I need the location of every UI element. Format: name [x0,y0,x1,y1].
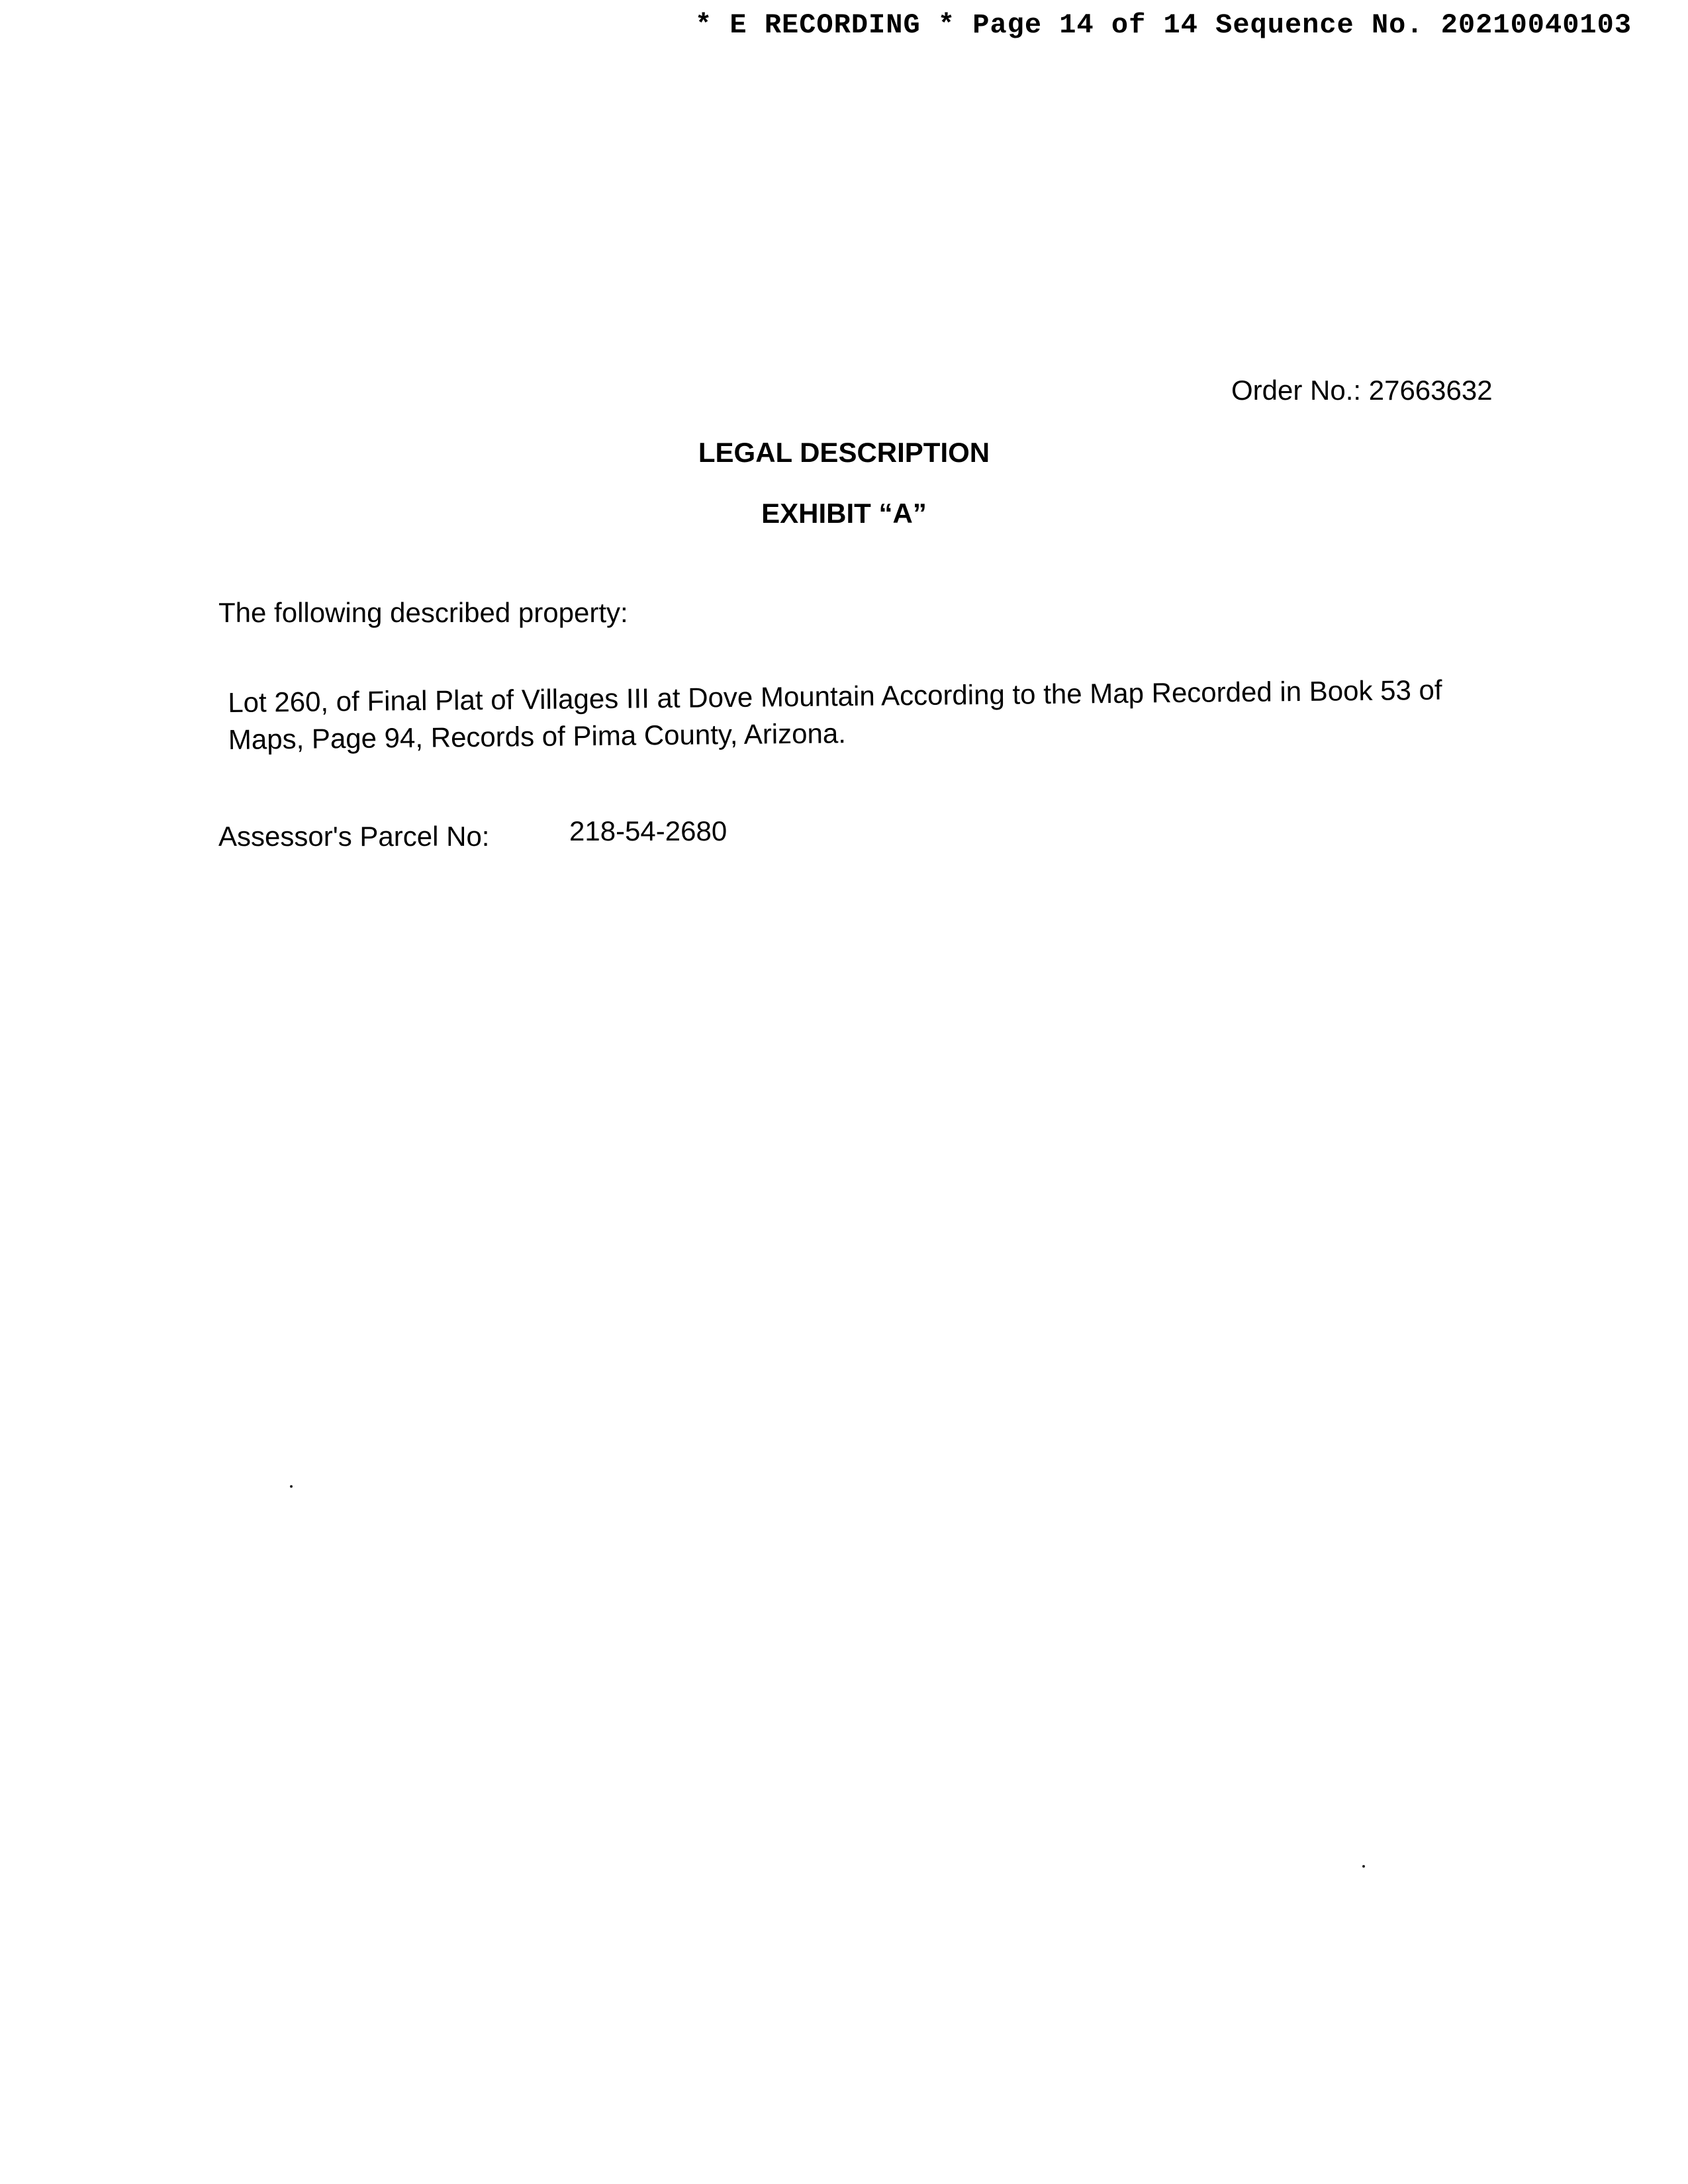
exhibit-heading: EXHIBIT “A” [761,498,927,529]
order-number-value: 27663632 [1368,375,1493,406]
legal-description-heading: LEGAL DESCRIPTION [698,437,990,468]
legal-description-line-2: Maps, Page 94, Records of Pima County, Arizona. [228,717,847,755]
recording-header: * E RECORDING * Page 14 of 14 Sequence No. 20210040103 [695,9,1632,41]
scan-speck [290,1485,293,1488]
legal-description-paragraph [228,671,1486,758]
legal-description-line-1: Lot 260, of Final Plat of Villages III at Dove Mountain According to the Map Recorded in Book 53 of [228,674,1442,718]
parcel-number-label: Assessor's Parcel No: [218,821,490,852]
intro-text: The following described property: [218,597,628,628]
parcel-number-value: 218-54-2680 [569,815,727,846]
order-number-line [1231,375,1493,406]
scan-speck [1362,1865,1365,1868]
order-number-label: Order No.: [1231,375,1362,406]
